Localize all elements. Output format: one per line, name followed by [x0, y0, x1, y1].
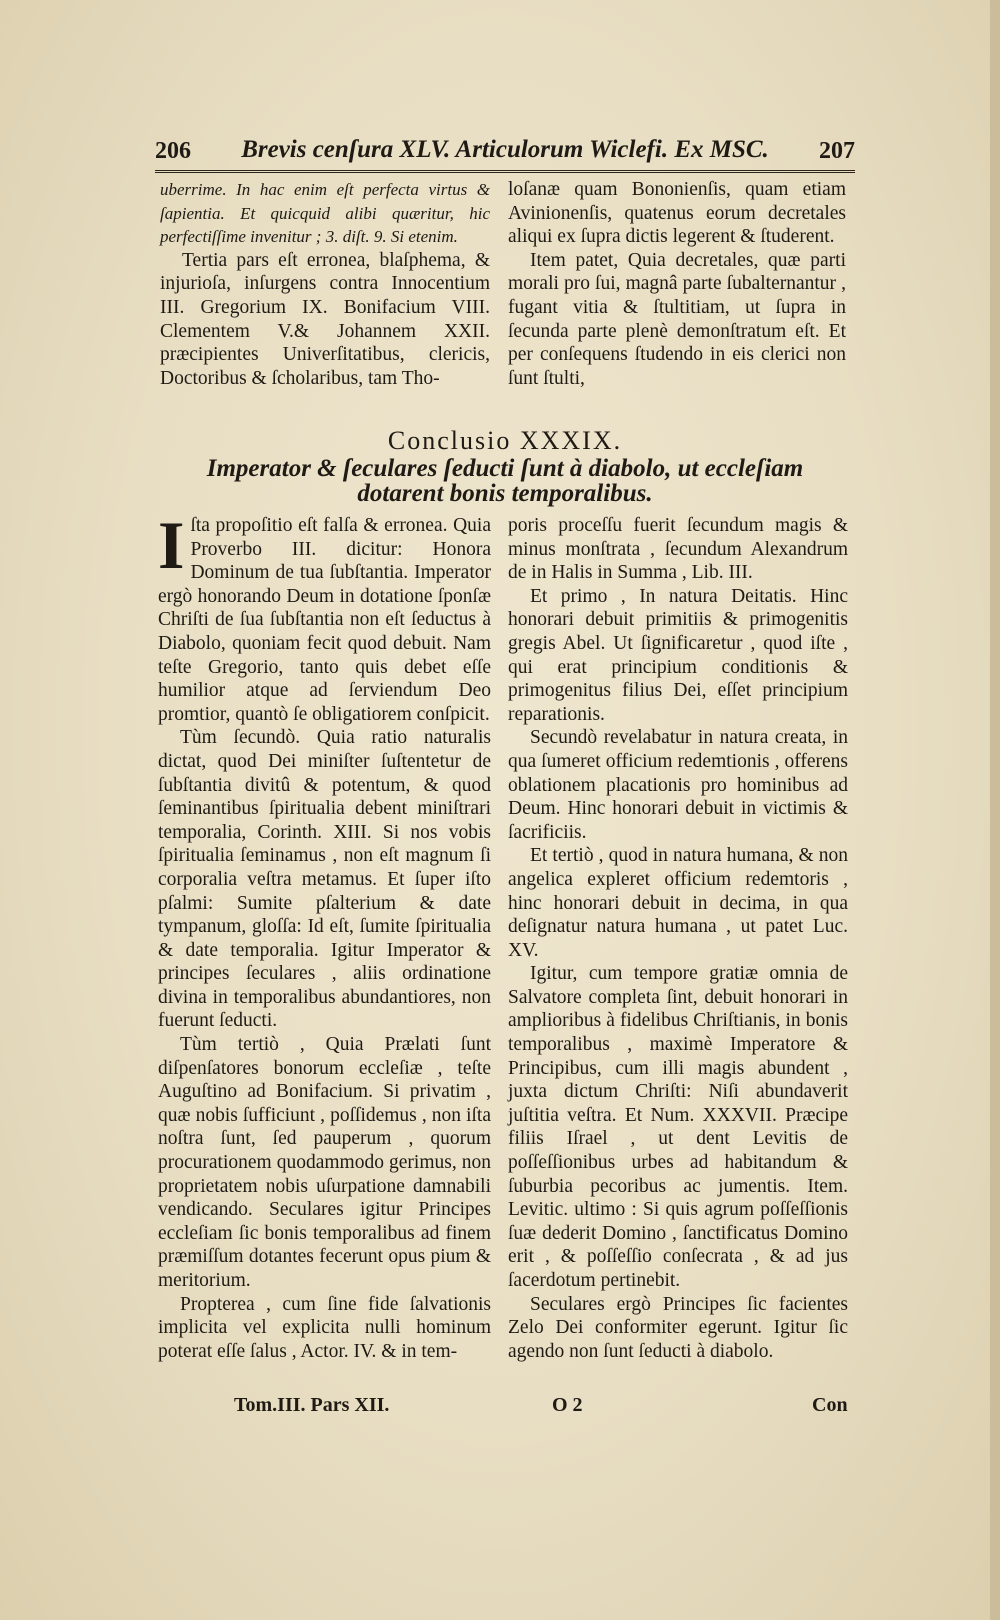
paragraph: Igitur, cum tempore gratiæ omnia de Salvatore completa ſint, debuit honorari in amplioribus à fidelibus Chriſtianis, in bonis temporalibus , maximè Imperatore & Principibus, cum illi magis abundent , juxta dictum Chriſti: Niſi abundaverit juſtitia veſtra. Et Num. XXXVII. Præcipe filiis Iſrael , ut dent Levitis de poſſeſſionibus urbes ad habitandum & ſuburbia pecoribus ac jumentis. Item. Levitic. ultimo : Si quis agrum poſſeſſionis ſuæ dederit Domino , ſanctificatus Domino erit , & poſſeſſio conſecrata , & ad jus ſacerdotum pertinebit.	[508, 963, 848, 1291]
paragraph: loſanæ quam Bononienſis, quam etiam Avinionenſis, quatenus eorum decretales aliqui ex ſupra dictis legerent & ſtuderent.	[508, 179, 846, 248]
paragraph: poris proceſſu fuerit ſecundum magis & minus monſtrata , ſecundum Alexandrum de in Halis in Summa , Lib. III.	[508, 515, 848, 584]
page-number-left: 206	[155, 138, 191, 164]
paragraph: Propterea , cum ſine fide ſalvationis implicita vel explicita nulli hominum poterat eſſe ſalus , Actor. IV. & in tem-	[158, 1293, 491, 1362]
conclusio-heading: Conclusio XXXIX.	[387, 426, 623, 455]
paragraph	[158, 507, 491, 726]
paragraph: Secundò revelabatur in natura creata, in qua ſumeret officium redemtionis , offerens oblationem placationis pro hominibus ad Deum. Hinc honorari debuit in victimis & ſacrificiis.	[508, 727, 848, 843]
column-bottom-left	[158, 507, 491, 1363]
paragraph: Et primo , In natura Deitatis. Hinc honorari debuit primitiis & primogenitis gregis Abel. Ut ſignificaretur , quod iſte , qui erat principium conditionis & primogenitus filius Dei, eſſet principium reparationis.	[508, 585, 848, 725]
page-edge	[990, 0, 1000, 1620]
running-title: Brevis cenſura XLV. Articulorum Wiclefi. Ex MSC.	[241, 136, 769, 163]
running-header	[155, 136, 855, 173]
drop-cap: I	[158, 507, 185, 583]
conclusio-title: Imperator & ſeculares ſeducti ſunt à diabolo, ut eccleſiam dotarent bonis temporalibus.	[206, 455, 804, 507]
paragraph: Tùm ſecundò. Quia ratio naturalis dictat, quod Dei miniſter ſuſtentetur de ſubſtantia divitû & potentum, & quod ſeminantibus ſpiritualia debent miniſtrari temporalia, Corinth. XIII. Si nos vobis ſpiritualia ſeminamus , non eſt magnum ſi corporalia veſtra metamus. Et ſuper iſto pſalmi: Sumite pſalterium & date tympanum, gloſſa: Id eſt, ſumite ſpiritualia & date temporalia. Igitur Imperator & principes ſeculares , aliis ordinatione divina in temporalibus abundantiores, non fuerunt ſeducti.	[158, 727, 491, 1032]
paragraph: Et tertiò , quod in natura humana, & non angelica expleret officium redemtoris , hinc honorari debuit in decima, in qua deſignatur natura humana , ut patet Luc. XV.	[508, 845, 848, 961]
signature-mark: O 2	[552, 1394, 583, 1416]
volume-footer: Tom.III. Pars XII.	[234, 1394, 390, 1416]
paragraph: Item patet, Quia decretales, quæ parti morali pro ſui, magnâ parte ſubalternantur , fugant vitia & ſtultitiam, ut ſupra in ſecunda parte plenè demonſtratum eſt. Et per conſequens ſtudendo in eis clerici non ſunt ſtulti,	[508, 249, 846, 389]
paragraph: Tertia pars eſt erronea, blaſphema, & injurioſa, inſurgens contra Innocentium III. Gregorium IX. Bonifacium VIII. Clementem V.& Johannem XXII. præcipientes Univerſitatibus, clericis, Doctoribus & ſcholaribus, tam Tho-	[160, 249, 490, 389]
column-top-left	[160, 178, 490, 390]
catchword: Con	[812, 1394, 848, 1416]
paragraph-text: ſta propoſitio eſt falſa & erronea. Quia Proverbo III. dicitur: Honora Dominum de tua ſubſtantia. Imperator ergò honorando Deum in dotatione ſponſæ Chriſti de ſua ſubſtantia non eſt ſeductus à Diabolo, quoniam fecit quod debuit. Nam teſte Gregorio, tanto quis debet eſſe humilior atque ad ſerviendum Deo promtior, quantò ſe obligatiorem conſpicit.	[158, 515, 491, 725]
page-number-right: 207	[819, 138, 855, 164]
paragraph: Seculares ergò Principes ſic facientes Zelo Dei conformiter egerunt. Igitur ſic agendo non ſunt ſeducti à diabolo.	[508, 1293, 848, 1362]
column-top-right	[508, 178, 846, 390]
column-bottom-right	[508, 514, 848, 1363]
paragraph: Tùm tertiò , Quia Prælati ſunt diſpenſatores bonorum eccleſiæ , teſte Auguſtino ad Bonifacium. Si privatim , quæ nobis ſufficiunt , poſſidemus , non iſta noſtra ſunt, ſed pauperum , quorum procurationem quodammodo gerimus, non proprietatem nobis uſurpatione damnabili vendicando. Seculares igitur Principes eccleſiam ſic bonis temporalibus ad finem præmiſſum dotantes fecerunt opus pium & meritorium.	[158, 1034, 491, 1291]
paragraph: uberrime. In hac enim eſt perfecta virtus & ſapientia. Et quicquid alibi quæritur, hic perfectiſſime invenitur ; 3. diſt. 9. Si etenim.	[160, 180, 490, 247]
